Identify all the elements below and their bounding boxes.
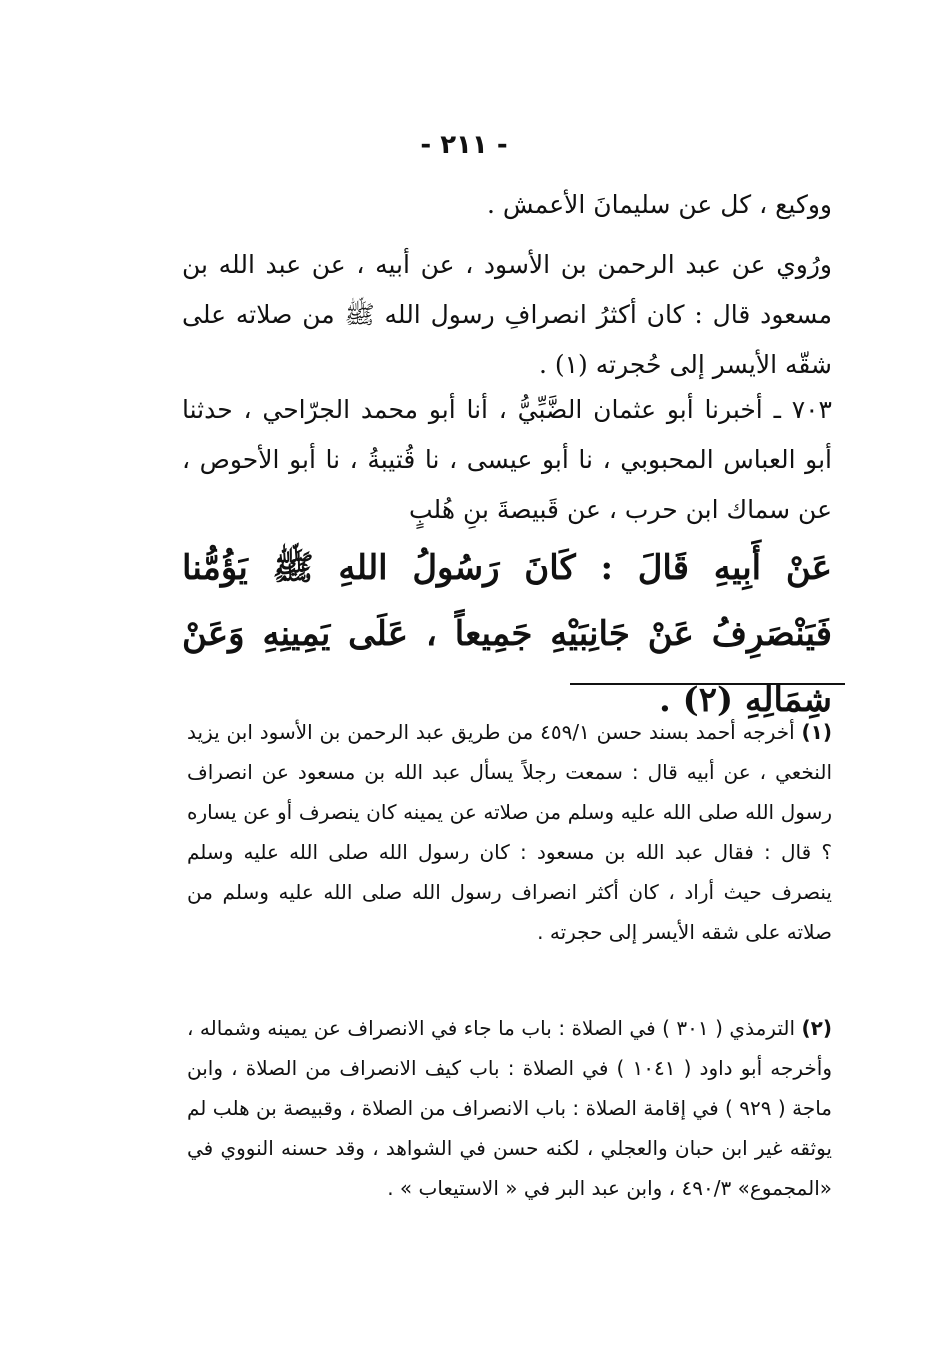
paragraph-narrator-continuation: ووكيع ، كل عن سليمانَ الأعمش . [486,190,832,219]
paragraph-ibn-masud-report: ورُوي عن عبد الرحمن بن الأسود ، عن أبيه ، عن عبد الله بن مسعود قال : كان أكثرُ انصرافِ رسول الله ﷺ من صلاته على شقّه الأيسر إلى حُجرته (١) . [182,250,832,379]
footnote-separator [570,683,845,685]
footnote-2 [187,1008,832,1208]
footnote-1-number: (١) [801,720,833,744]
paragraph-hadith-703-matn: عَنْ أَبِيهِ قَالَ : كَانَ رَسُولُ اللهِ ﷺ يَؤُمُّنا فَيَنْصَرِفُ عَنْ جَانِبَيْهِ جَمِيعاً ، عَلَى يَمِينِهِ وَعَنْ شِمَالِهِ (٢) . [182,548,832,720]
footnote-1-text: أخرجه أحمد بسند حسن ٤٥٩/١ من طريق عبد الرحمن بن الأسود ابن يزيد النخعي ، عن أبيه قال : سمعت رجلاً يسأل عبد الله بن مسعود عن انصراف رسول الله صلى الله عليه وسلم من صلاته عن يمينه كان ينصرف أو عن يساره ؟ قال : فقال عبد الله بن مسعود : كان رسول الله صلى الله عليه وسلم ينصرف حيث أراد ، كان أكثر انصراف رسول الله صلى الله عليه وسلم من صلاته على شقه الأيسر إلى حجرته . [187,720,832,944]
paragraph-hadith-703-chain: ٧٠٣ ـ أخبرنا أبو عثمان الضَّبِّيُّ ، أنا أبو محمد الجرّاحي ، حدثنا أبو العباس المحبوبي ، نا أبو عيسى ، نا قُتيبةُ ، نا أبو الأحوص ، عن سماك ابن حرب ، عن قَبيصةَ بنِ هُلبٍ [182,395,832,524]
footnote-2-text: الترمذي ( ٣٠١ ) في الصلاة : باب ما جاء في الانصراف عن يمينه وشماله ، وأخرجه أبو داود ( ١٠٤١ ) في الصلاة : باب كيف الانصراف من الصلاة ، وابن ماجة ( ٩٢٩ ) في إقامة الصلاة : باب الانصراف من الصلاة ، وقبيصة بن هلب لم يوثقه غير ابن حبان والعجلي ، لكنه حسن في الشواهد ، وقد حسنه النووي في «المجموع» ٤٩٠/٣ ، وابن عبد البر في « الاستيعاب » . [187,1016,833,1200]
footnote-2-number: (٢) [801,1016,832,1040]
page-number: - ٢١١ - [420,130,508,160]
footnote-1 [187,712,832,952]
